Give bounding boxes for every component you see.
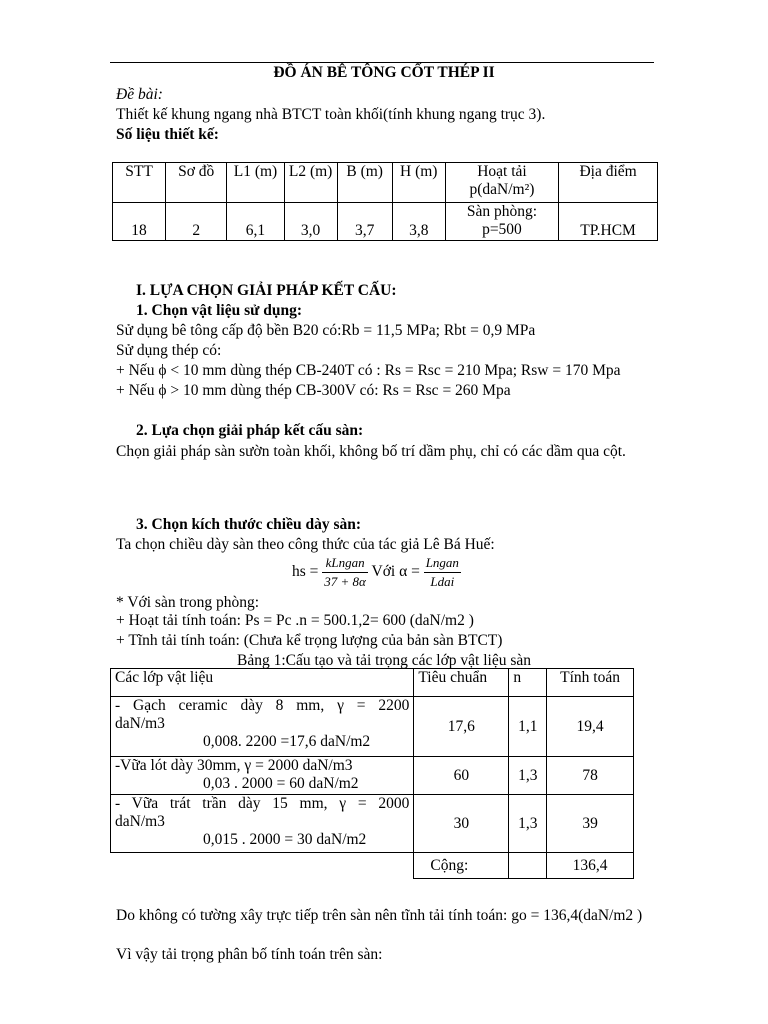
header-h: H (m) xyxy=(392,163,445,203)
de-bai-label: Đề bài: xyxy=(116,86,163,103)
layers-header-standard: Tiêu chuẩn xyxy=(414,669,509,697)
layer-desc-line2: daN/m3 xyxy=(115,813,165,830)
layer-desc-line1: - Vữa trát trần dày 15 mm, γ = 2000 xyxy=(115,795,410,812)
total-label: Cộng: xyxy=(414,853,509,879)
layer-desc-line2: daN/m3 xyxy=(115,715,165,732)
formula-lhs: hs = xyxy=(292,563,319,581)
layers-header-n: n xyxy=(509,669,547,697)
thickness-intro: Ta chọn chiều dày sàn theo công thức của tác giả Lê Bá Huế: xyxy=(116,536,495,553)
header-so-do: Sơ đồ xyxy=(166,163,227,203)
live-load-line1: Sàn phòng: xyxy=(466,203,538,220)
header-b: B (m) xyxy=(337,163,392,203)
layer-desc-line1: - Gạch ceramic dày 8 mm, γ = 2200 xyxy=(115,697,410,714)
dead-load-conclusion: Do không có tường xây trực tiếp trên sàn nên tĩnh tải tính toán: go = 136,4(daN/m2 ) xyxy=(116,907,643,924)
header-l2: L2 (m) xyxy=(284,163,337,203)
table-caption: Bảng 1:Cấu tạo và tải trọng các lớp vật liệu sàn xyxy=(236,652,531,669)
cell-l2: 3,0 xyxy=(284,203,337,241)
formula-num-2: Lngan xyxy=(424,554,461,573)
layer-desc xyxy=(111,757,414,795)
layer-desc-line1: -Vữa lót dày 30mm, γ = 2000 daN/m3 xyxy=(115,757,353,774)
formula-den-2: Ldai xyxy=(430,574,455,589)
live-load-text: + Hoạt tải tính toán: Ps = Pc .n = 500.1,2= 600 (daN/m2 ) xyxy=(116,612,474,629)
layer-n: 1,3 xyxy=(509,795,547,853)
header-l1: L1 (m) xyxy=(227,163,284,203)
design-table-row xyxy=(113,203,658,241)
layer-desc-line3: 0,03 . 2000 = 60 daN/m2 xyxy=(203,775,359,792)
formula-den-1: 37 + 8α xyxy=(324,574,366,589)
cell-live-load xyxy=(445,203,558,241)
cell-b: 3,7 xyxy=(337,203,392,241)
subheading-slab-solution: 2. Lựa chọn giải pháp kết cấu sàn: xyxy=(136,422,364,439)
layer-desc-line3: 0,015 . 2000 = 30 daN/m2 xyxy=(203,831,367,848)
so-lieu-heading: Số liệu thiết kế: xyxy=(116,126,219,143)
layer-calc: 78 xyxy=(547,757,634,795)
layer-standard: 60 xyxy=(414,757,509,795)
total-spacer xyxy=(111,853,414,879)
layers-header-material: Các lớp vật liệu xyxy=(111,669,414,697)
subheading-materials: 1. Chọn vật liệu sử dụng: xyxy=(136,302,303,319)
subheading-thickness: 3. Chọn kích thước chiều dày sàn: xyxy=(136,516,362,533)
layers-header-calc: Tính toán xyxy=(547,669,634,697)
layers-header-row xyxy=(111,669,634,697)
cell-stt: 18 xyxy=(113,203,166,241)
dead-load-text: + Tĩnh tải tính toán: (Chưa kể trọng lượng của bản sàn BTCT) xyxy=(116,632,503,649)
layer-desc-line3: 0,008. 2200 =17,6 daN/m2 xyxy=(203,733,371,750)
steel-line-2: + Nếu ϕ > 10 mm dùng thép CB-300V có: Rs = Rsc = 260 Mpa xyxy=(116,382,511,399)
design-data-table xyxy=(112,162,658,241)
layers-total-row xyxy=(111,853,634,879)
header-location: Địa điểm xyxy=(559,163,658,203)
layer-standard: 30 xyxy=(414,795,509,853)
room-note: * Với sàn trong phòng: xyxy=(116,594,260,611)
layer-n: 1,3 xyxy=(509,757,547,795)
table-row xyxy=(111,795,634,853)
header-rule xyxy=(110,62,654,63)
steel-line-1: + Nếu ϕ < 10 mm dùng thép CB-240T có : Rs = Rsc = 210 Mpa; Rsw = 170 Mpa xyxy=(116,362,621,379)
formula-fraction-2 xyxy=(424,554,461,591)
page-title: ĐỒ ÁN BÊ TÔNG CỐT THÉP II xyxy=(273,64,495,81)
cell-so-do: 2 xyxy=(166,203,227,241)
section-heading-1: I. LỰA CHỌN GIẢI PHÁP KẾT CẤU: xyxy=(136,282,397,299)
total-n-empty xyxy=(509,853,547,879)
layer-desc xyxy=(111,697,414,757)
table-row xyxy=(111,757,634,795)
header-live-load: Hoạt tải p(daN/m²) xyxy=(445,163,558,203)
cell-l1: 6,1 xyxy=(227,203,284,241)
formula-num-1: kLngan xyxy=(322,554,368,573)
layer-n: 1,1 xyxy=(509,697,547,757)
table-row xyxy=(111,697,634,757)
layers-table xyxy=(110,668,634,879)
total-value: 136,4 xyxy=(547,853,634,879)
layer-calc: 39 xyxy=(547,795,634,853)
live-load-line2: p=500 xyxy=(482,221,522,238)
slab-solution-text: Chọn giải pháp sàn sườn toàn khối, không bố trí dầm phụ, chỉ có các dầm qua cột. xyxy=(116,443,626,460)
layer-calc: 19,4 xyxy=(547,697,634,757)
layer-desc xyxy=(111,795,414,853)
layer-standard: 17,6 xyxy=(414,697,509,757)
thickness-formula xyxy=(292,554,461,591)
design-table-header-row xyxy=(113,163,658,203)
distributed-load-text: Vì vậy tải trọng phân bố tính toán trên sàn: xyxy=(116,946,383,963)
steel-intro: Sử dụng thép có: xyxy=(116,342,222,359)
formula-fraction-1 xyxy=(322,554,368,591)
cell-h: 3,8 xyxy=(392,203,445,241)
formula-mid: Với α = xyxy=(371,563,420,581)
cell-location: TP.HCM xyxy=(559,203,658,241)
task-text: Thiết kế khung ngang nhà BTCT toàn khối(tính khung ngang trục 3). xyxy=(116,106,546,123)
header-stt: STT xyxy=(113,163,166,203)
concrete-text: Sử dụng bê tông cấp độ bền B20 có:Rb = 11,5 MPa; Rbt = 0,9 MPa xyxy=(116,322,536,339)
